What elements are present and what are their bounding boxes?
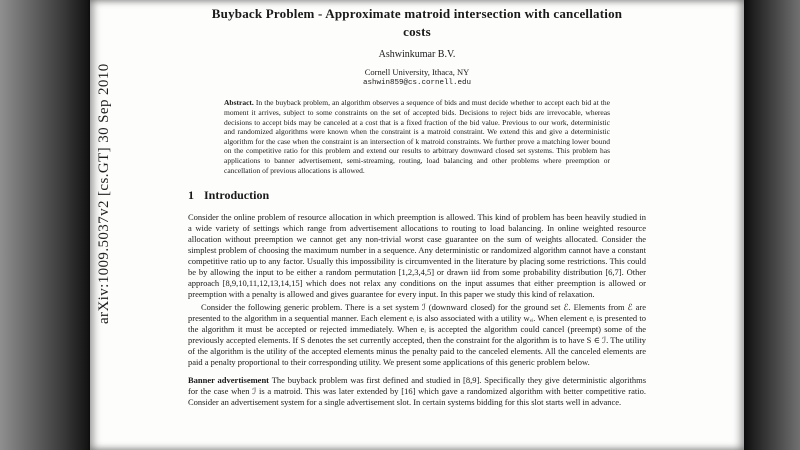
affiliation: Cornell University, Ithaca, NY bbox=[364, 67, 470, 78]
author-name: Ashwinkumar B.V. bbox=[378, 49, 456, 61]
intro-paragraph-1: Consider the online problem of resource allocation in which preemption is allowed. This kind of problem has been heavily studied in a wide variety of settings which range from advertisement allocations to routing to load balancing. In online weighted resource allocation without preemption we cannot get any non-trivial worst case guarantee on the sum of weights allocated. Consider the simplest problem of choosing the maximum number in a sequence. Any deterministic or randomized algorithm cannot have a constant competitive ratio up to any factor. Usually this impossibility is circumvented in the literature by placing some restrictions. This could be by allowing the input to be either a random permutation [1,2,3,4,5] or drawn iid from some probability distribution [6,7]. Other approach [8,9,10,11,12,13,14,15] which does not relax any conditions on the input assumes that either preemption is allowed or preemption with a penalty is allowed and gives guarantee for every input. In this paper we study this kind of relaxation. bbox=[188, 212, 646, 300]
paper-content bbox=[188, 0, 646, 408]
left-dark-edge bbox=[0, 0, 90, 450]
author-email: ashwin859@cs.cornell.edu bbox=[362, 79, 472, 88]
section-title: Introduction bbox=[204, 188, 270, 203]
banner-text: The buyback problem was first defined and studied in [8,9]. Specifically they give deterministic algorithms for the case when ℐ is a matroid. This was later extended by [16] which gave a randomized algorithm with better competitive ratio. Consider an advertisement system for a single advertisement slot. In certain systems bidding for this slot starts well in advance. bbox=[188, 374, 646, 407]
abstract-block bbox=[224, 98, 610, 175]
abstract-text: In the buyback problem, an algorithm observes a sequence of bids and must decide whether to accept each bid at the moment it arrives, subject to some constraints on the set of accepted bids. Decisions to reject bids are irrevocable, whereas decisions to accept bids may be canceled at a cost that is a fixed fraction of the bid value. Previous to our work, deterministic and randomized algorithms were known when the constraint is a matroid constraint. We extend this and give a deterministic algorithm for the case when the constraint is an intersection of k matroid constraints. We further prove a matching lower bound on the competitive ratio for this problem and extend our results to arbitrary downward closed set systems. This problem has applications to banner advertisement, semi-streaming, routing, load balancing and other problems where preemption or cancellation of previous allocations is allowed. bbox=[224, 98, 610, 175]
section-number: 1 bbox=[188, 188, 194, 203]
intro-paragraph-2: Consider the following generic problem. There is a set system ℐ (downward closed) for the ground set ℰ. Elements from ℰ are presented to the algorithm in a sequential manner. Each element eᵢ is also associated with a utility wₑᵢ. When element eᵢ is presented to the algorithm it must be accepted or rejected immediately. When eᵢ is accepted the algorithm could cancel (preempt) some of the previously accepted elements. If S denotes the set currently accepted, then the constraint for the algorithm is to have S ∈ ℐ. The utility of the algorithm is the utility of the accepted elements minus the penalty paid to the canceled elements. All the canceled elements are paid a penalty proportional to their corresponding utility. We present some applications of this generic problem below. bbox=[188, 301, 646, 367]
right-dark-edge bbox=[744, 0, 800, 450]
paper-title: Buyback Problem - Approximate matroid intersection with cancellation costs bbox=[211, 6, 623, 40]
banner-paragraph bbox=[188, 375, 646, 408]
section-heading bbox=[188, 188, 646, 203]
arxiv-watermark: arXiv:1009.5037v2 [cs.GT] 30 Sep 2010 bbox=[96, 63, 112, 324]
paper-page bbox=[90, 0, 744, 450]
abstract-label: Abstract. bbox=[224, 98, 254, 108]
banner-heading: Banner advertisement bbox=[188, 374, 270, 385]
